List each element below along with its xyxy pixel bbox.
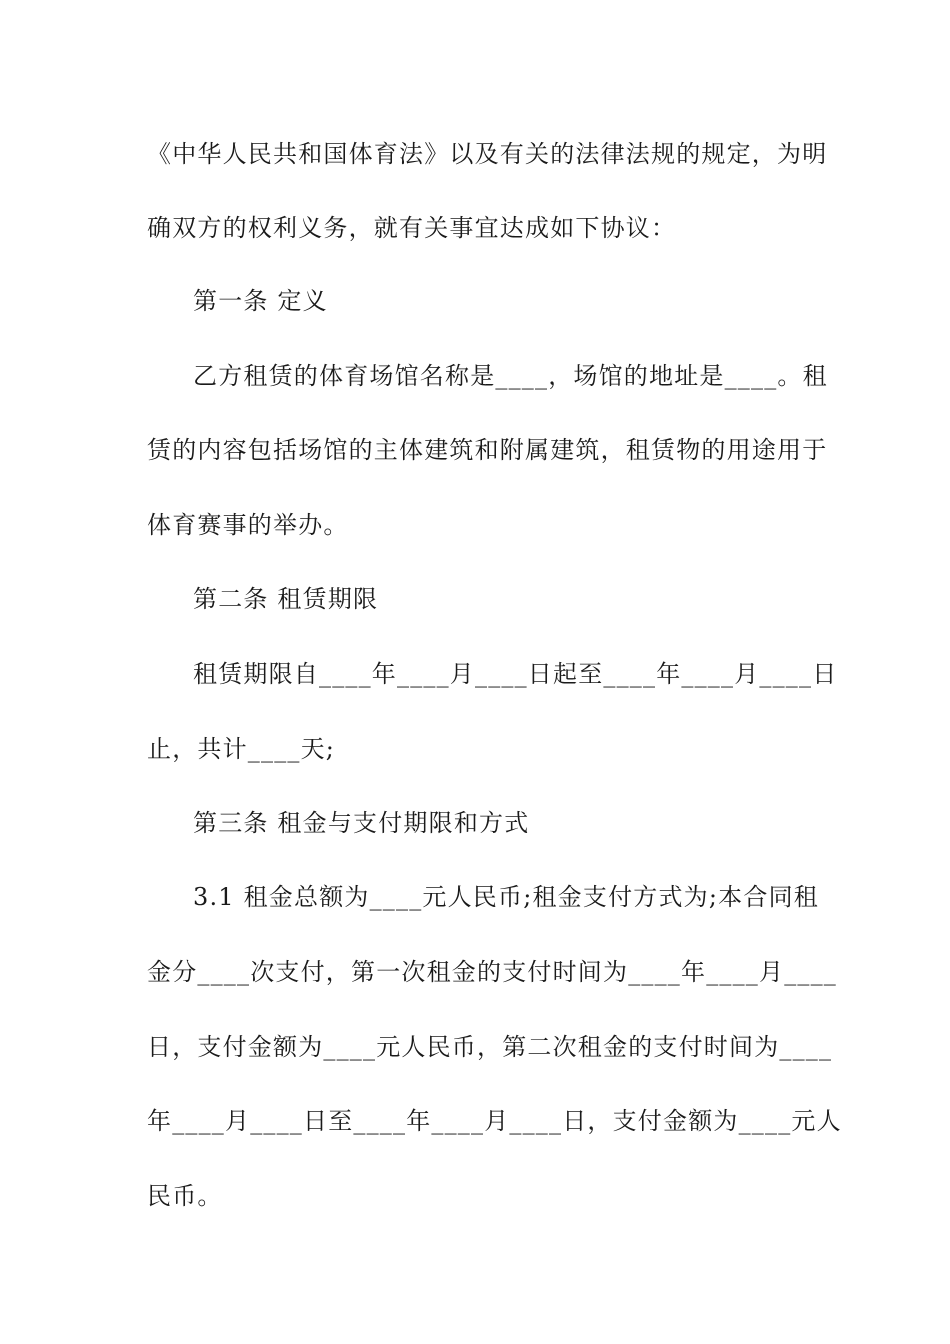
text-line: 止，共计____天; bbox=[147, 735, 336, 763]
text-line: 体育赛事的举办。 bbox=[147, 511, 349, 539]
text-line: 金分____次支付，第一次租金的支付时间为____年____月____ bbox=[147, 958, 837, 986]
text-line: 租赁期限自____年____月____日起至____年____月____日 bbox=[193, 660, 838, 688]
text-line: 确双方的权利义务，就有关事宜达成如下协议： bbox=[147, 214, 677, 242]
text-line: 民币。 bbox=[147, 1182, 223, 1210]
text-line: 赁的内容包括场馆的主体建筑和附属建筑，租赁物的用途用于 bbox=[147, 436, 828, 464]
section-heading-3: 第三条 租金与支付期限和方式 bbox=[193, 809, 530, 837]
text-line: 乙方租赁的体育场馆名称是____，场馆的地址是____。租 bbox=[193, 362, 828, 390]
text-line: 年____月____日至____年____月____日，支付金额为____元人 bbox=[147, 1107, 842, 1135]
text-line: 《中华人民共和国体育法》以及有关的法律法规的规定，为明 bbox=[147, 140, 828, 168]
text-line: 日，支付金额为____元人民币，第二次租金的支付时间为____ bbox=[147, 1033, 833, 1061]
section-heading-2: 第二条 租赁期限 bbox=[193, 585, 379, 613]
text-line: 3.1 租金总额为____元人民币;租金支付方式为;本合同租 bbox=[193, 883, 819, 911]
section-heading-1: 第一条 定义 bbox=[193, 287, 328, 315]
